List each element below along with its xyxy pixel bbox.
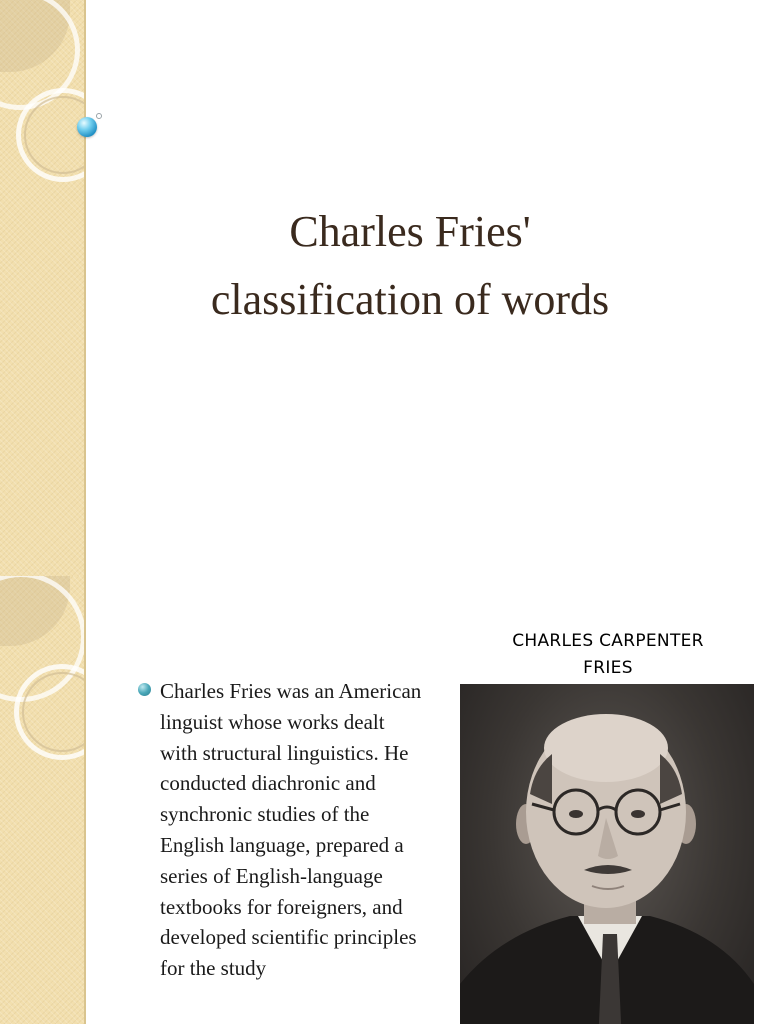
bullet-text: Charles Fries was an American linguist whose works dealt with structural linguistics. He conducted diachronic and synchronic studies of the English language, prepared a series of English-language textbooks for foreigners, and developed scientific principles for the study (160, 679, 422, 981)
photo-caption-line: FRIES (583, 658, 633, 678)
photo-caption-line: CHARLES CARPENTER (512, 631, 704, 651)
content-slide (0, 576, 768, 1024)
decorative-orb-icon (77, 117, 97, 137)
list-item (136, 676, 426, 984)
slide-title-line: classification of words (210, 275, 610, 324)
slide-title (110, 198, 710, 334)
decorative-small-circle-icon (96, 113, 102, 119)
decorative-side-strip (0, 576, 86, 1024)
decorative-side-strip (0, 0, 86, 576)
portrait-photo (460, 684, 754, 1024)
slide-title-line: Charles Fries' (289, 207, 531, 256)
bullet-list (136, 676, 426, 984)
photo-caption (470, 628, 746, 682)
portrait-figure (460, 684, 754, 1024)
bullet-dot-icon (138, 683, 151, 696)
